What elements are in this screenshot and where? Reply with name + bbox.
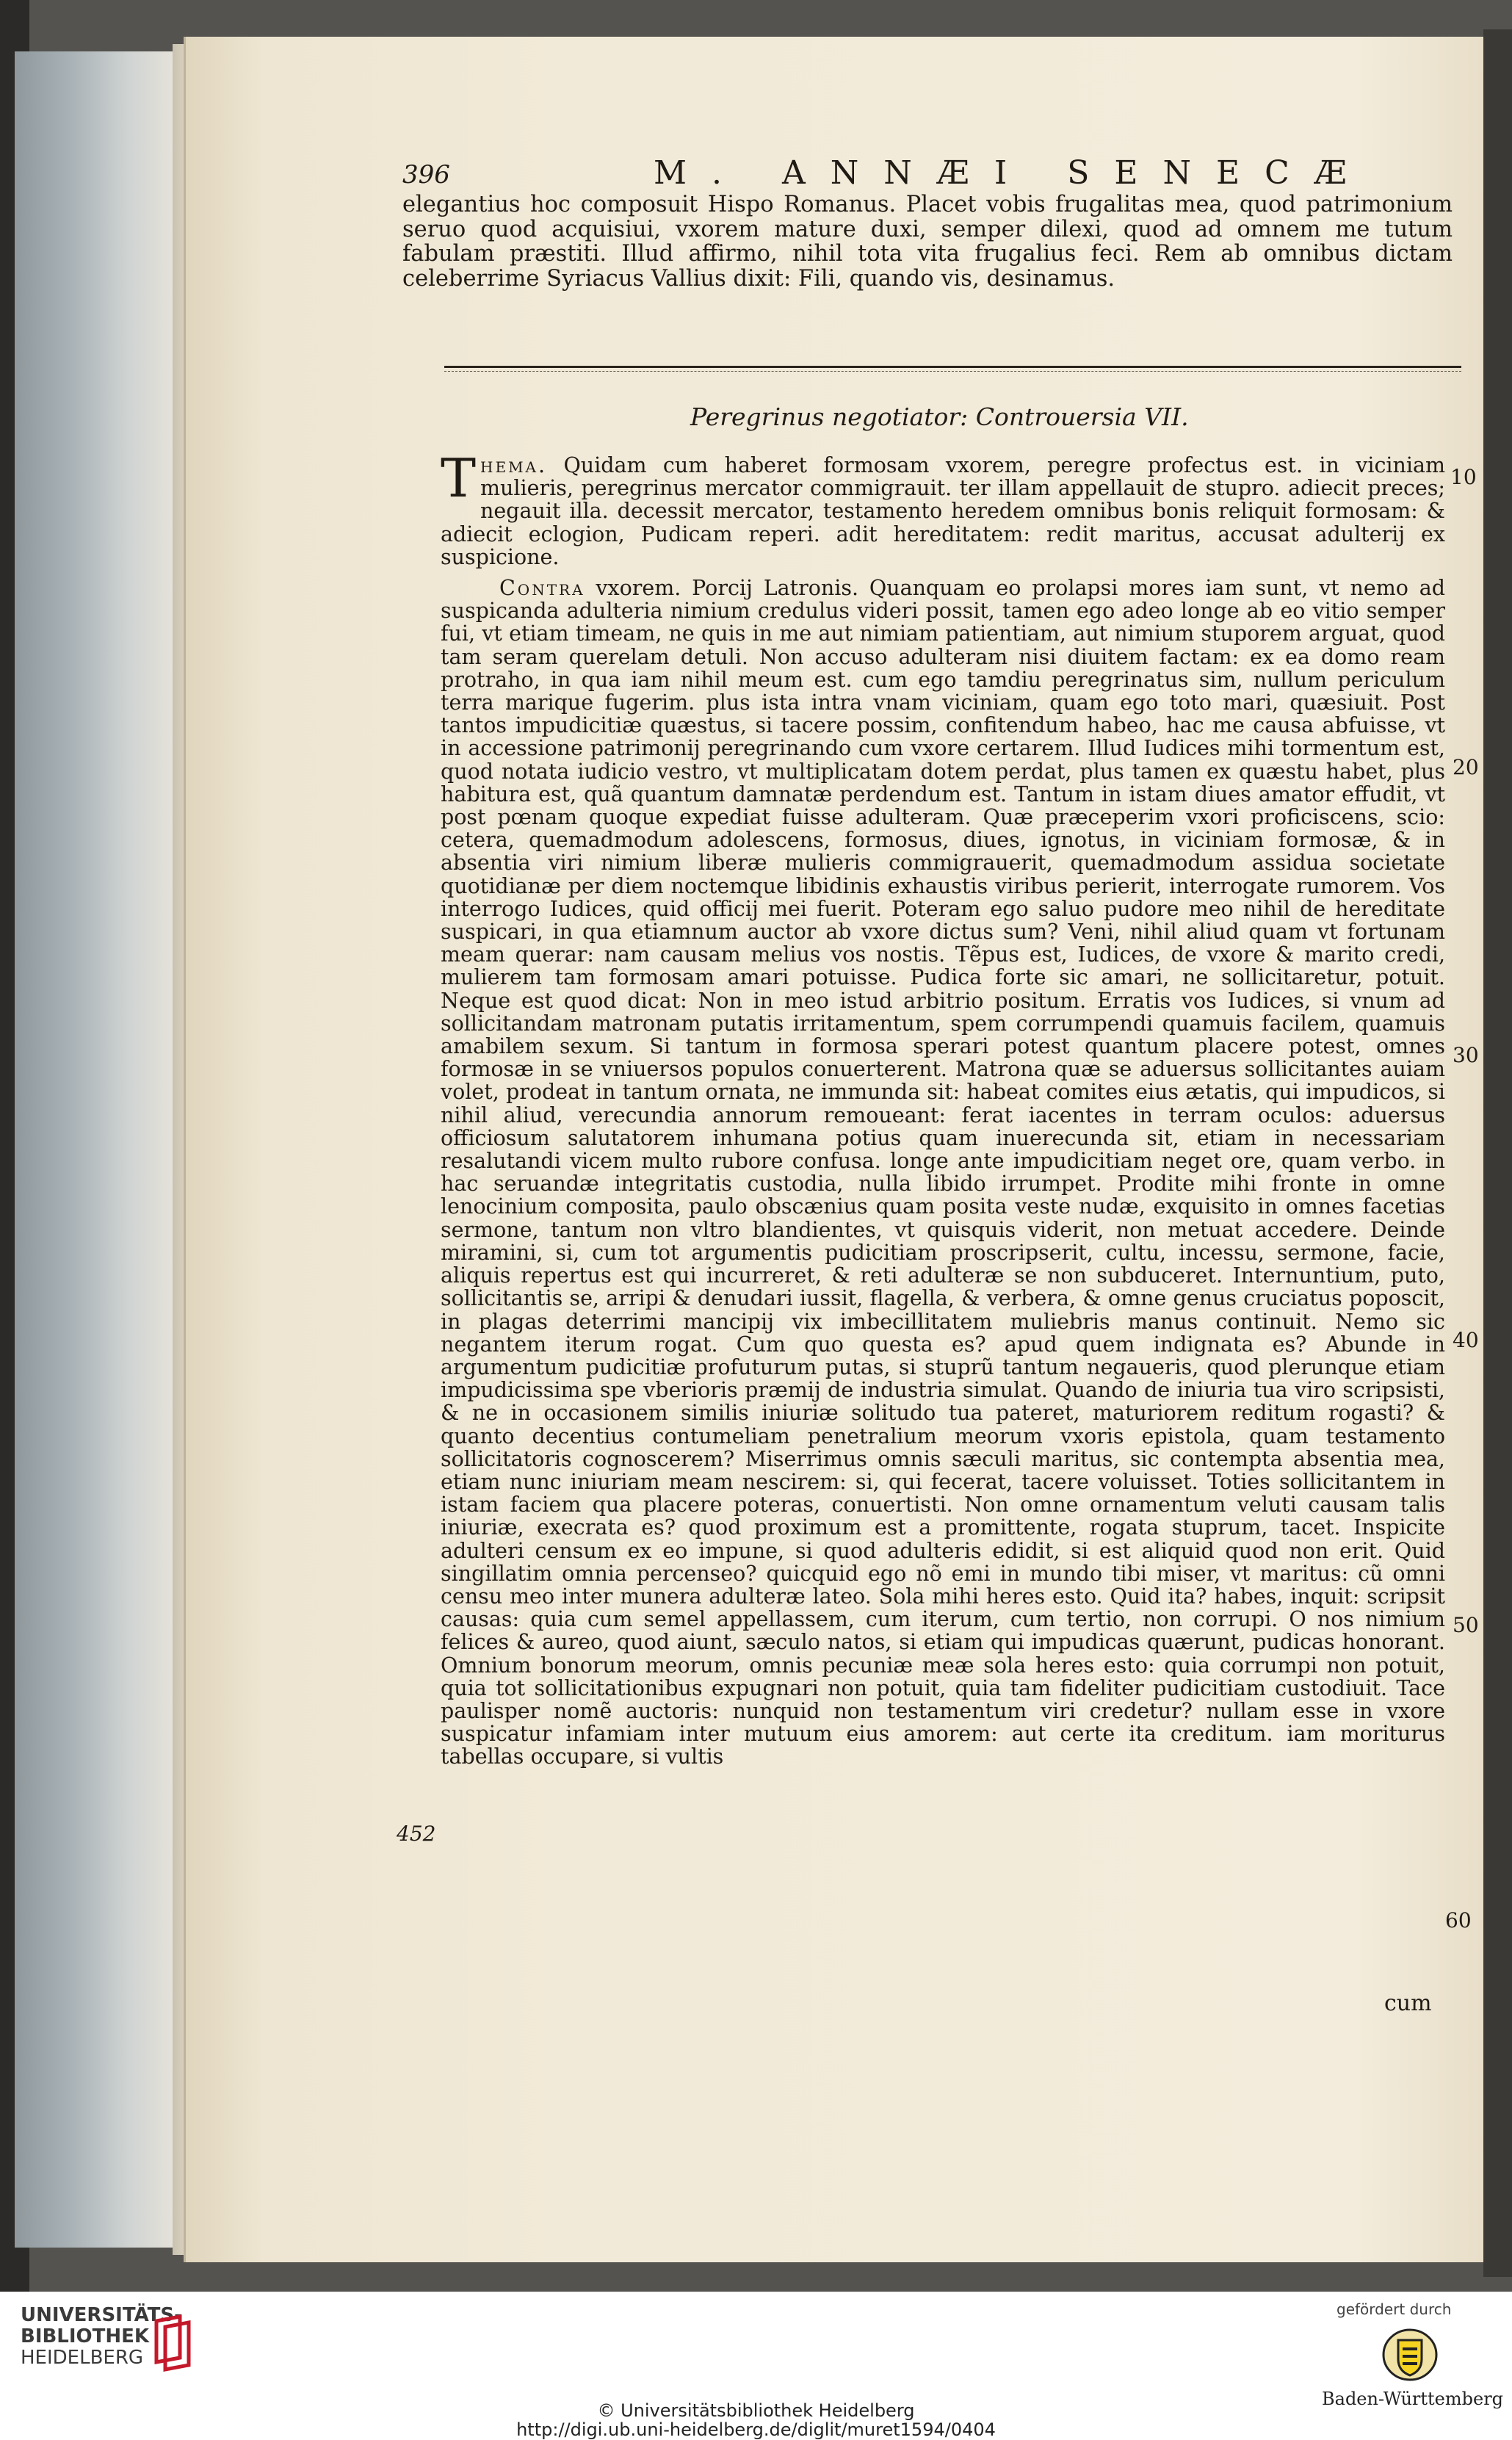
library-logo-mark-icon bbox=[151, 2314, 195, 2372]
drop-cap-initial: T bbox=[441, 447, 477, 509]
scanner-background-right bbox=[1483, 29, 1512, 2277]
library-name-line2: BIBLIOTHEK bbox=[21, 2325, 150, 2347]
theme-text: Quidam cum haberet formosam vxorem, peregre profectus est. in viciniam mulieris, peregrinus mercator commigrauit. ter illam appellauit de stupro. adiecit preces; negauit illa. decessit mercator, testamento heredem omnibus bonis reliquit formosam: & adiecit eclogion, Pudicam reperi. adit hereditatem: redit maritus, accusat adulterij ex suspicione. bbox=[441, 453, 1446, 569]
line-number-10: 10 bbox=[1450, 465, 1477, 489]
line-number-30: 30 bbox=[1453, 1043, 1479, 1067]
running-head: M. ANNÆI SENECÆ bbox=[654, 154, 1372, 192]
book-fore-edge bbox=[15, 51, 176, 2248]
line-number-50: 50 bbox=[1453, 1613, 1479, 1637]
copyright-notice: © Universitätsbibliothek Heidelberg bbox=[597, 2400, 915, 2421]
funded-by-label: gefördert durch bbox=[1336, 2300, 1452, 2318]
baden-wuerttemberg-seal-icon bbox=[1381, 2327, 1439, 2383]
theme-label: hema. bbox=[480, 453, 548, 477]
library-name-line3: HEIDELBERG bbox=[21, 2347, 144, 2369]
funder-name: Baden-Württemberg bbox=[1322, 2389, 1504, 2409]
line-number-40: 40 bbox=[1453, 1328, 1479, 1352]
page-number: 396 bbox=[402, 160, 450, 190]
line-number-20: 20 bbox=[1453, 755, 1479, 779]
body-text: vxorem. Porcij Latronis. Quanquam eo prolapsi mores iam sunt, vt nemo ad suspicanda adulteria nimium credulus videri possit, tamen ego adeo longe ab eo vitio semper fui, vt etiam timeam, ne quis in me aut nimiam patientiam, aut nimium stuporem arguat, quod tam seram querelam detuli. Non accuso adulteram nisi diuitem factam: ex ea domo ream protraho, in qua iam nihil meum est. cum ego tamdiu peregrinatus sim, nullum periculum terra marique fugerim. plus ista intra vnam viciniam, quam ego toto mari, quæsiuit. Post tantos impudicitiæ quæstus, si tacere possim, confitendum habeo, hac me causa abfuisse, vt in accessione patrimonij peregrinando cum vxore certarem. Illud Iudices mihi tormentum est, quod notata iudicio vestro, vt multiplicatam dotem perdat, plus tamen ex quæstu habet, plus habitura est, quã quantum damnatæ perdendum est. Tantum in istam diues amator effudit, vt post pœnam quoque expediat fuisse adulteram. Quæ præceperim vxori proficiscens, scio: cetera, quemadmodum adolescens, formosus, diues, ignotus, in viciniam formosæ, & in absentia viri nimium liberæ mulieris commigrauerit, quemadmodum assidua societate quotidianæ per diem noctemque libidinis exhaustis viribus perierit, interrogate rumorem. Vos interrogo Iudices, quid officij mei fuerit. Poteram ego saluo pudore meo nihil de hereditate suspicari, in qua etiamnum auctor ab vxore dictus sum? Veni, nihil aliud quam vt fortunam meam querar: nam causam melius vos nostis. Tẽpus est, Iudices, de vxore & marito credi, mulierem tam formosam amari potuisse. Pudica forte sic amari, ne sollicitaretur, potuit. Neque est quod dicat: Non in meo istud arbitrio positum. Erratis vos Iudices, si vnum ad sollicitandam matronam putatis irritamentum, spem corrumpendi quamuis facilem, quamuis amabilem sexum. Si tantum in formosa sperari potest quantum placere potest, omnes formosæ in se vniuersos populos conuerterent. Matrona quæ se aduersus sollicitantes auiam volet, prodeat in tantum ornata, ne immunda sit: habeat comites eius ætatis, qui impudicos, si nihil aliud, verecundia annorum remoueant: ferat iacentes in terram oculos: aduersus officiosum salutatorem inhumana potius quam inuerecunda sit, etiam in necessariam resalutandi vicem multo rubore confusa. longe ante impudicitiam neget ore, quam verbo. in hac seruandæ integritatis custodia, nulla libido irrumpet. Prodite mihi fronte in omne lenocinium composita, paulo obscænius quam posita veste nudæ, exquisito in omnes facetias sermone, tantum non vltro blandientes, vt quisquis viderit, non metuat accedere. Deinde miramini, si, cum tot argumentis pudicitiam proscripserit, cultu, incessu, sermone, facie, aliquis repertus est qui incurreret, & reti adulteræ se non subduceret. Internuntium, puto, sollicitantis se, arripi & denudari iussit, flagella, & verbera, & omne genus cruciatus poposcit, in plagas deterrimi mancipij vix imbecillitatem muliebris manus continuit. Nemo sic negantem iterum rogat. Cum quo questa es? apud quem indignata es? Abunde in argumentum pudicitiæ profuturum putas, si stuprũ tantum negaueris, quod plerunque etiam impudicissima spe vberioris præmij de industria simulat. Quando de iniuria tua viro scripsisti, & ne in occasionem similis iniuriæ solitudo tua pateret, maturiorem reditum rogasti? & quanto decentius contumeliam penetralium meorum vxoris epistola, quam testamento sollicitatoris cognoscerem? Miserrimus omnis sæculi maritus, sic contempta absentia mea, etiam nunc iniuriam meam nescirem: si, qui fecerat, tacere voluisset. Toties sollicitantem in istam faciem qua placere poteras, conuertisti. Non omne ornamentum veluti causam talis iniuriæ, execrata es? quod proximum est a promittente, rogata stuprum, tacet. Inspicite adulteri censum ex eo impune, si quod adulteris edidit, si est aliquid quod non erit. Quid singillatim omnia percenseo? quicquid ego nõ emi in mundo tibi miser, vt maritus: cũ omni censu meo inter munera adulteræ lateo. Sola mihi heres esto. Quid ita? habes, inquit: scripsit causas: quia cum semel appellassem, cum iterum, cum tertio, non corrupi. O nos nimium felices & aureo, quod aiunt, sæculo natos, si etiam qui impudicas quærunt, pudicas honorant. Omnium bonorum meorum, omnis pecuniæ meæ sola heres esto: quia corrumpi non potuit, quia tot sollicitationibus expugnari non potuit, quia tam fideliter pudicitiam custodiuit. Tace paulisper nomẽ auctoris: nunquid non testamentum viri credetur? nullam esse in vxore suspicatur infamiam inter mutuum eius amorem: aut certe ita creditum. iam moriturus tabellas occupare, si vultis bbox=[441, 576, 1445, 1769]
permalink-url[interactable]: http://digi.ub.uni-heidelberg.de/diglit/muret1594/0404 bbox=[516, 2419, 996, 2440]
margin-note: 452 bbox=[397, 1822, 436, 1846]
intro-paragraph: elegantius hoc composuit Hispo Romanus. Placet vobis frugalitas mea, quod patrimonium seruo quod acquisiui, vxorem mature duxi, semper dilexi, quod ad omnem me tutum fabulam præstiti. Illud affirmo, nihil tota vita frugalius feci. Rem ab omnibus dictam celeberrime Syriacus Vallius dixit: Fili, quando vis, desinamus. bbox=[402, 192, 1453, 292]
library-name-line1: UNIVERSITÄTS- bbox=[21, 2304, 182, 2326]
line-number-60: 60 bbox=[1445, 1908, 1472, 1932]
theme-paragraph bbox=[441, 447, 1446, 569]
contra-label: Contra bbox=[499, 576, 585, 600]
section-divider-dashed bbox=[444, 371, 1461, 372]
catchword: cum bbox=[1384, 1990, 1432, 2016]
section-divider bbox=[444, 366, 1461, 368]
section-heading: Peregrinus negotiator: Controuersia VII. bbox=[690, 403, 1189, 431]
controversia-body bbox=[441, 577, 1445, 1769]
